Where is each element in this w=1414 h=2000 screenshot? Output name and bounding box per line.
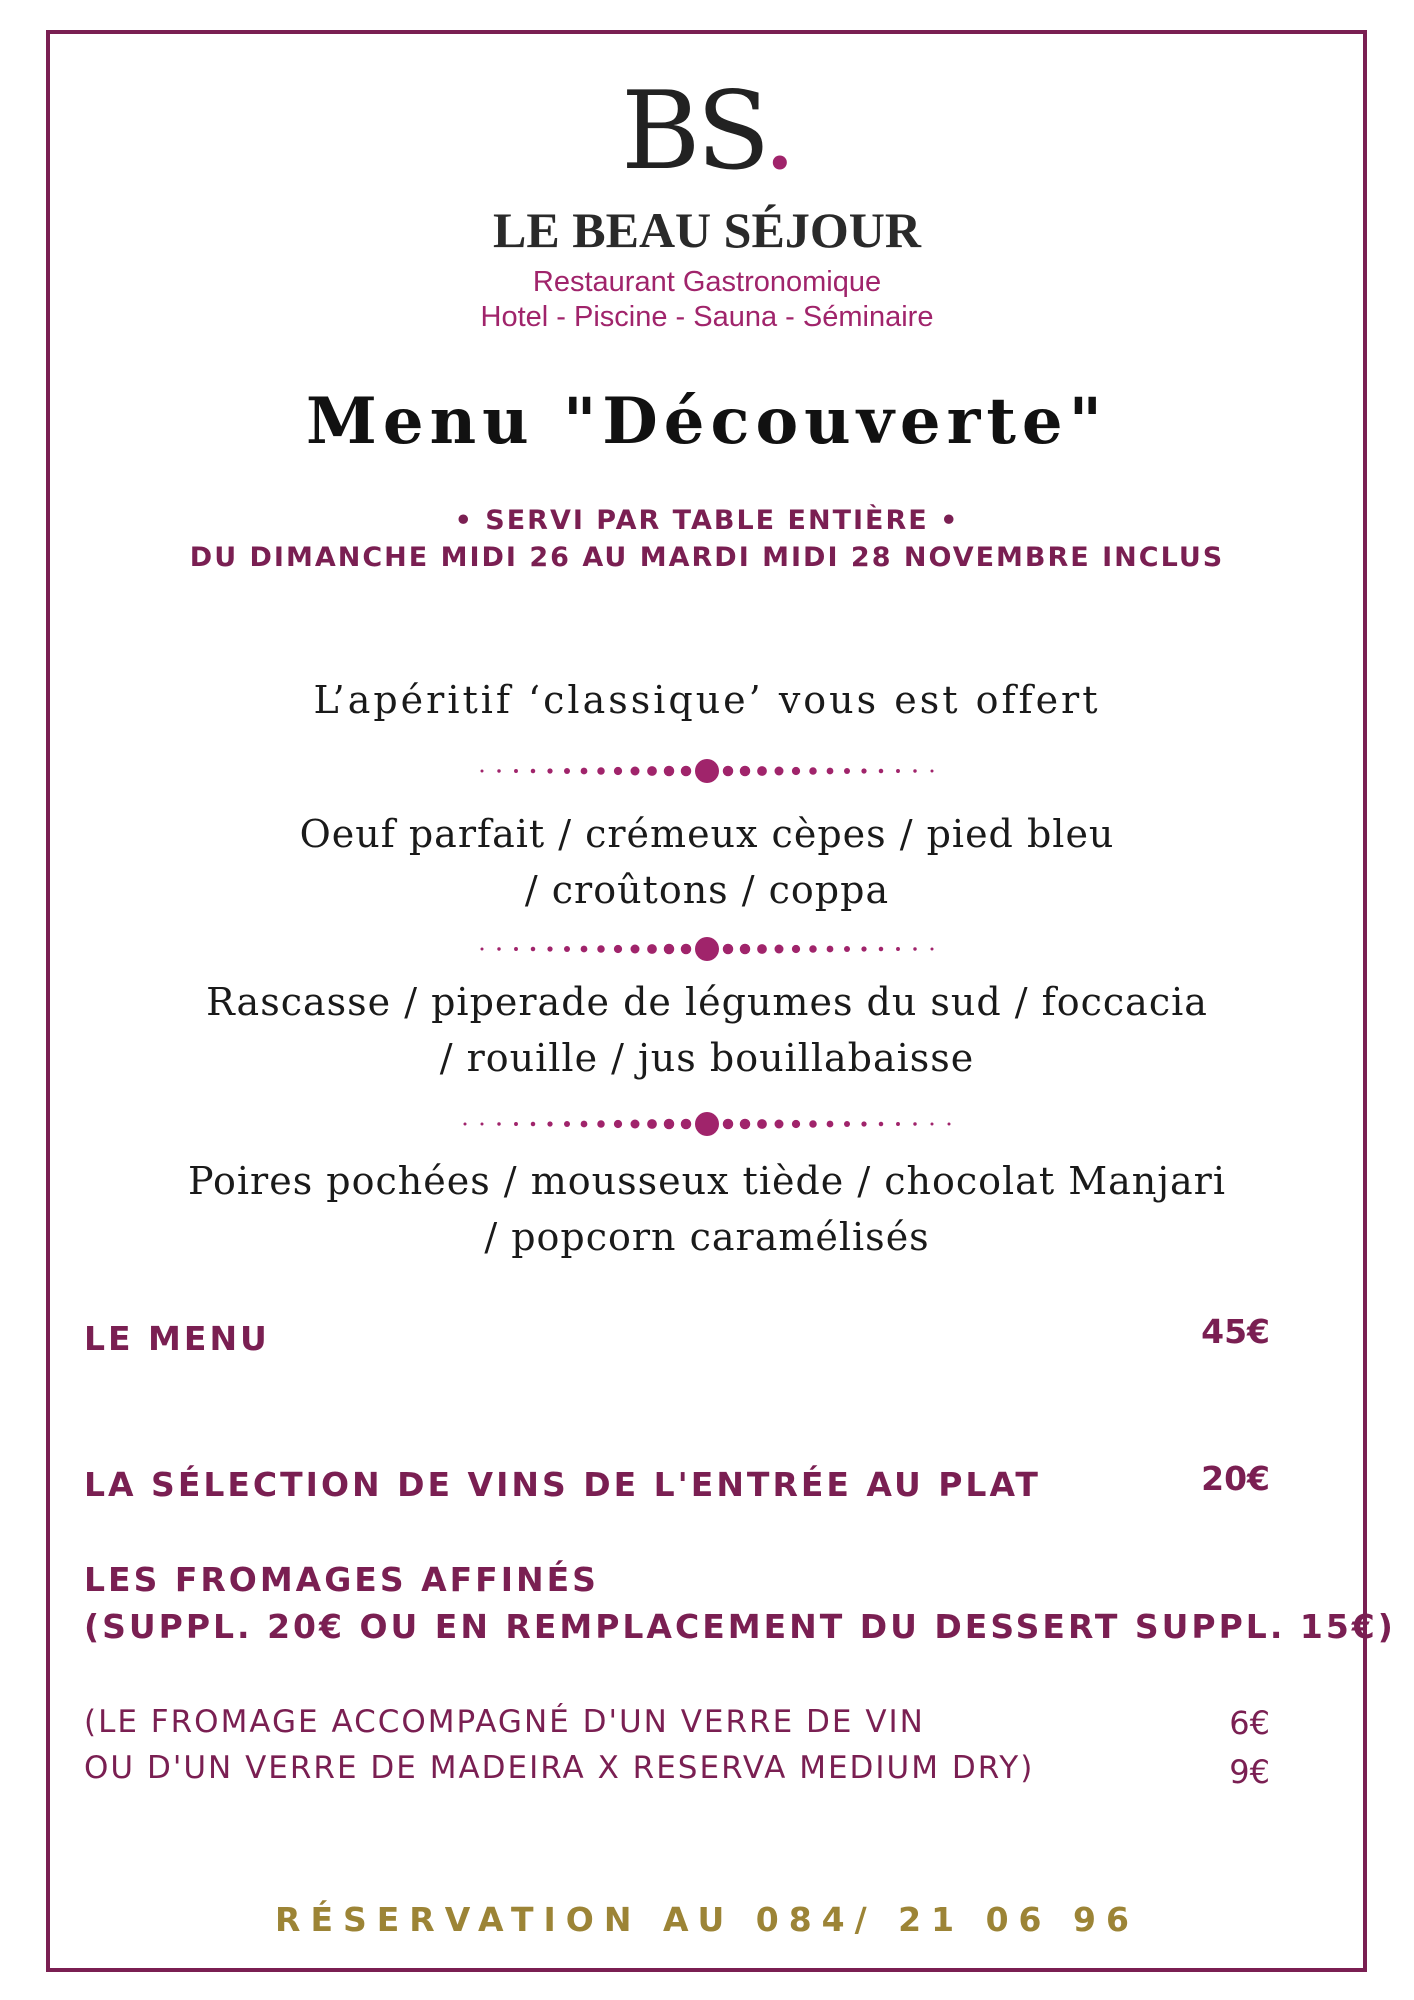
divider-dot bbox=[497, 769, 500, 772]
course-dessert bbox=[0, 1153, 1414, 1265]
divider-dot bbox=[614, 767, 622, 775]
divider-dot bbox=[631, 945, 640, 954]
divider-dot bbox=[844, 946, 850, 952]
divider-dot bbox=[664, 1119, 675, 1130]
divider-dot bbox=[792, 767, 800, 775]
divider-dot bbox=[497, 1122, 500, 1125]
course-line: Poires pochées / mousseux tiède / chocolat Manjari bbox=[188, 1159, 1226, 1203]
divider-dot bbox=[647, 944, 657, 954]
divider-dot bbox=[531, 769, 536, 774]
divider-dot bbox=[514, 947, 518, 951]
logo-mark: BS. bbox=[621, 69, 793, 194]
divider-dot bbox=[827, 1121, 834, 1128]
divider-dot bbox=[809, 1120, 817, 1128]
divider-dot bbox=[879, 769, 884, 774]
divider-dot bbox=[681, 944, 692, 955]
divider-dot bbox=[861, 946, 866, 951]
divider-dot bbox=[581, 1121, 588, 1128]
divider-dot bbox=[723, 1119, 734, 1130]
divider-dot bbox=[792, 1120, 800, 1128]
divider-dot bbox=[481, 1123, 484, 1126]
cheese-supplement: (SUPPL. 20€ OU EN REMPLACEMENT DU DESSERT SUPPL. 15€) bbox=[84, 1607, 1396, 1646]
divider-dot bbox=[695, 1112, 719, 1136]
divider-dot bbox=[913, 1122, 916, 1125]
divider-dot bbox=[931, 770, 934, 773]
divider-dot bbox=[775, 945, 784, 954]
divider-dot bbox=[664, 944, 675, 955]
divider-dot bbox=[695, 759, 719, 783]
wine-selection-price: 20€ bbox=[1201, 1459, 1270, 1498]
divider-dot bbox=[564, 946, 570, 952]
divider-dot bbox=[740, 1119, 751, 1130]
dot-divider bbox=[0, 934, 1414, 964]
divider-dot bbox=[614, 945, 622, 953]
divider-dot bbox=[896, 947, 900, 951]
divider-dot bbox=[531, 1122, 536, 1127]
divider-dot bbox=[514, 1122, 518, 1126]
cheese-label: LES FROMAGES AFFINÉS bbox=[84, 1560, 599, 1599]
divider-dot bbox=[695, 937, 719, 961]
restaurant-subtitle: Restaurant Gastronomique bbox=[532, 266, 882, 298]
divider-dot bbox=[913, 947, 916, 950]
divider-dot bbox=[547, 1121, 552, 1126]
reservation-phone: RÉSERVATION AU 084/ 21 06 96 bbox=[275, 1900, 1139, 1939]
restaurant-name: LE BEAU SÉJOUR bbox=[493, 202, 921, 258]
divider-dot bbox=[844, 1121, 850, 1127]
cheese-pairing-note: OU D'UN VERRE DE MADEIRA X RESERVA MEDIUM DRY) bbox=[84, 1750, 1035, 1786]
course-line: / croûtons / coppa bbox=[524, 868, 890, 912]
divider-dot bbox=[948, 1123, 951, 1126]
menu-price-value: 45€ bbox=[1201, 1312, 1270, 1351]
course-line: Rascasse / piperade de légumes du sud / foccacia bbox=[206, 980, 1208, 1024]
divider-dot bbox=[481, 770, 484, 773]
divider-dot bbox=[597, 945, 605, 953]
divider-dot bbox=[809, 767, 817, 775]
divider-dot bbox=[723, 766, 734, 777]
divider-dot bbox=[597, 767, 605, 775]
dot-divider bbox=[0, 756, 1414, 786]
course-starter bbox=[0, 806, 1414, 918]
divider-dot bbox=[896, 769, 900, 773]
divider-dot bbox=[775, 767, 784, 776]
divider-dot bbox=[581, 768, 588, 775]
divider-dot bbox=[564, 768, 570, 774]
served-note: • SERVI PAR TABLE ENTIÈRE • bbox=[454, 505, 960, 536]
restaurant-services: Hotel - Piscine - Sauna - Séminaire bbox=[480, 301, 934, 333]
cheese-madeira-price: 9€ bbox=[1229, 1753, 1270, 1791]
divider-dot bbox=[861, 1121, 866, 1126]
divider-dot bbox=[809, 945, 817, 953]
divider-dot bbox=[531, 947, 536, 952]
menu-price-label: LE MENU bbox=[84, 1319, 270, 1358]
dot-divider bbox=[0, 1109, 1414, 1139]
divider-dot bbox=[931, 1123, 934, 1126]
divider-dot bbox=[664, 766, 675, 777]
divider-dot bbox=[464, 1123, 467, 1126]
course-main bbox=[0, 974, 1414, 1086]
wine-selection-label: LA SÉLECTION DE VINS DE L'ENTRÉE AU PLAT bbox=[84, 1465, 1041, 1504]
divider-dot bbox=[681, 766, 692, 777]
divider-dot bbox=[757, 1119, 767, 1129]
course-line: / rouille / jus bouillabaisse bbox=[439, 1036, 975, 1080]
divider-dot bbox=[931, 948, 934, 951]
divider-dot bbox=[740, 766, 751, 777]
divider-dot bbox=[792, 945, 800, 953]
divider-dot bbox=[497, 947, 500, 950]
divider-dot bbox=[564, 1121, 570, 1127]
divider-dot bbox=[723, 944, 734, 955]
divider-dot bbox=[757, 944, 767, 954]
divider-dot bbox=[740, 944, 751, 955]
divider-dot bbox=[631, 1120, 640, 1129]
divider-dot bbox=[647, 1119, 657, 1129]
served-dates: DU DIMANCHE MIDI 26 AU MARDI MIDI 28 NOVEMBRE INCLUS bbox=[189, 542, 1225, 573]
divider-dot bbox=[913, 769, 916, 772]
aperitif-line: L’apéritif ‘classique’ vous est offert bbox=[313, 678, 1101, 722]
divider-dot bbox=[827, 946, 834, 953]
divider-dot bbox=[581, 946, 588, 953]
divider-dot bbox=[547, 768, 552, 773]
divider-dot bbox=[547, 946, 552, 951]
divider-dot bbox=[597, 1120, 605, 1128]
divider-dot bbox=[879, 947, 884, 952]
divider-dot bbox=[827, 768, 834, 775]
divider-dot bbox=[757, 766, 767, 776]
course-line: / popcorn caramélisés bbox=[484, 1215, 930, 1259]
divider-dot bbox=[614, 1120, 622, 1128]
divider-dot bbox=[896, 1122, 900, 1126]
menu-title: Menu "Découverte" bbox=[306, 384, 1108, 459]
course-line: Oeuf parfait / crémeux cèpes / pied bleu bbox=[299, 812, 1115, 856]
divider-dot bbox=[861, 768, 866, 773]
cheese-pairing-note: (LE FROMAGE ACCOMPAGNÉ D'UN VERRE DE VIN bbox=[84, 1704, 925, 1740]
divider-dot bbox=[631, 767, 640, 776]
divider-dot bbox=[775, 1120, 784, 1129]
cheese-wine-price: 6€ bbox=[1229, 1704, 1270, 1742]
divider-dot bbox=[879, 1122, 884, 1127]
divider-dot bbox=[844, 768, 850, 774]
divider-dot bbox=[514, 769, 518, 773]
divider-dot bbox=[681, 1119, 692, 1130]
divider-dot bbox=[481, 948, 484, 951]
divider-dot bbox=[647, 766, 657, 776]
